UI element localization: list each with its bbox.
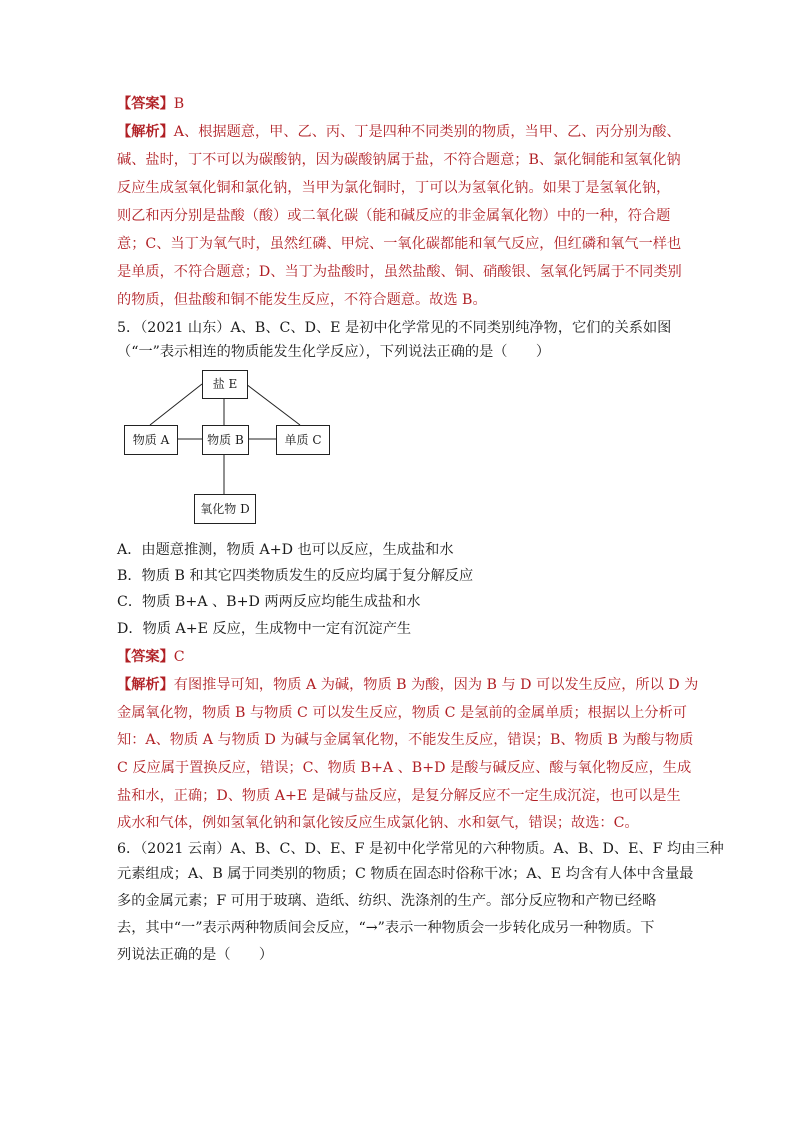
q6-stem-line-4: 去，其中“一”表示两种物质间会反应，“→”表示一种物质会一步转化成另一种物质。下 xyxy=(117,920,655,936)
analysis-tag: 【解析】 xyxy=(117,124,174,140)
q5-analysis-line-6: 成水和气体，例如氢氧化钠和氯化铵反应生成氯化钠、水和氨气，错误；故选：C。 xyxy=(117,815,639,831)
q6-stem-line-2: 元素组成；A、B 属于同类别的物质；C 物质在固态时俗称干冰；A、E 均含有人体中含量最 xyxy=(117,866,694,882)
analysis-text: 有图推导可知，物质 A 为碱，物质 B 为酸，因为 B 与 D 可以发生反应，所以 D 为 xyxy=(173,677,699,693)
answer-tag: 【答案】 xyxy=(117,96,174,112)
q5-analysis-line-2: 金属氧化物，物质 B 与物质 C 可以发生反应，物质 C 是氢前的金属单质；根据以上分析可 xyxy=(117,705,687,721)
answer-value: B xyxy=(173,96,185,112)
q5-stem-line-1: 5．（2021 山东）A、B、C、D、E 是初中化学常见的不同类别纯净物，它们的关系如图 xyxy=(117,320,672,336)
answer-value: C xyxy=(173,649,185,665)
q5-stem-line-2: （“一”表示相连的物质能发生化学反应），下列说法正确的是（ ） xyxy=(117,344,551,360)
connector-e-c xyxy=(246,384,300,425)
q4-analysis-line-3: 反应生成氢氧化铜和氯化钠，当甲为氯化铜时，丁可以为氢氧化钠。如果丁是氢氧化钠， xyxy=(117,180,671,196)
q5-analysis-line-5: 盐和水，正确；D、物质 A+E 是碱与盐反应，是复分解反应不一定生成沉淀，也可以是生 xyxy=(117,788,681,804)
q4-analysis-line-5: 意；C、当丁为氧气时，虽然红磷、甲烷、一氧化碳都能和氧气反应，但红磷和氧气一样也 xyxy=(117,236,682,252)
q4-analysis-line-6: 是单质，不符合题意；D、当丁为盐酸时，虽然盐酸、铜、硝酸银、氢氧化钙属于不同类别 xyxy=(117,264,682,280)
q5-analysis-line-4: C 反应属于置换反应，错误；C、物质 B+A 、B+D 是酸与碱反应、酸与氧化物反应，生成 xyxy=(117,760,692,776)
q5-option-d: D．物质 A+E 反应，生成物中一定有沉淀产生 xyxy=(117,621,412,637)
q6-stem-line-1: 6．（2021 云南）A、B、C、D、E、F 是初中化学常见的六种物质。A、B、D、E、F 均由三种 xyxy=(117,841,724,857)
q5-option-c: C．物质 B+A 、B+D 两两反应均能生成盐和水 xyxy=(117,594,421,610)
q5-analysis-line-1 xyxy=(117,675,698,695)
box-oxide-d: 氧化物 D xyxy=(194,494,256,524)
q5-answer xyxy=(117,647,185,667)
q4-analysis-line-2: 碱、盐时，丁不可以为碳酸钠，因为碳酸钠属于盐，不符合题意；B、氯化铜能和氢氧化钠 xyxy=(117,152,681,168)
q6-stem-line-3: 多的金属元素；F 可用于玻璃、造纸、纺织、洗涤剂的生产。部分反应物和产物已经略 xyxy=(117,893,657,909)
q4-analysis-line-7: 的物质，但盐酸和铜不能发生反应，不符合题意。故选 B。 xyxy=(117,292,487,308)
answer-tag: 【答案】 xyxy=(117,649,174,665)
box-element-c: 单质 C xyxy=(276,425,330,455)
q5-analysis-line-3: 知：A、物质 A 与物质 D 为碱与金属氧化物，不能发生反应，错误；B、物质 B 为酸与物质 xyxy=(117,732,694,748)
box-substance-b: 物质 B xyxy=(202,425,249,455)
analysis-tag: 【解析】 xyxy=(117,677,174,693)
q4-analysis-line-4: 则乙和丙分别是盐酸（酸）或二氧化碳（能和碱反应的非金属氧化物）中的一种，符合题 xyxy=(117,208,671,224)
q5-option-a: A．由题意推测，物质 A+D 也可以反应，生成盐和水 xyxy=(117,542,454,558)
box-salt-e: 盐 E xyxy=(202,370,248,399)
connector-e-a xyxy=(150,384,202,425)
q6-stem-line-5: 列说法正确的是（ ） xyxy=(117,947,274,963)
analysis-text: A、根据题意，甲、乙、丙、丁是四种不同类别的物质，当甲、乙、丙分别为酸、 xyxy=(173,124,681,140)
box-substance-a: 物质 A xyxy=(124,425,178,455)
q5-option-b: B．物质 B 和其它四类物质发生的反应均属于复分解反应 xyxy=(117,568,474,584)
